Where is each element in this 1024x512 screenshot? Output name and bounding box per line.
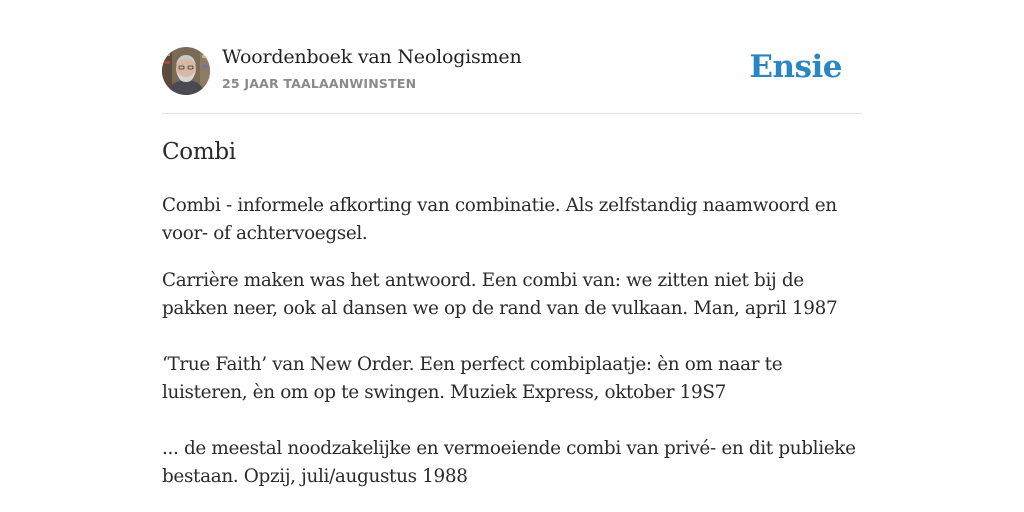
author-name[interactable]: Woordenboek van Neologismen — [222, 46, 522, 68]
author-subtitle: 25 JAAR TAALAANWINSTEN — [222, 76, 417, 91]
example-quote: ... de meestal noodzakelijke en vermoeiende combi van privé- en dit publieke bestaan. Opzij, juli/augustus 1988 — [162, 438, 856, 487]
example-quote: ‘True Faith’ van New Order. Een perfect combiplaatje: èn om naar te luisteren, èn om op te swingen. Muziek Express, oktober 19S7 — [162, 354, 783, 403]
entry-title: Combi — [162, 139, 236, 165]
brand-logo[interactable]: Ensie — [749, 49, 842, 85]
avatar[interactable] — [162, 47, 210, 95]
entry-definition: Combi - informele afkorting van combinatie. Als zelfstandig naamwoord en voor- of achtervoegsel. — [162, 195, 837, 244]
entry-content — [162, 136, 868, 512]
header-divider — [162, 113, 862, 114]
example-quote: Carrière maken was het antwoord. Een combi van: we zitten niet bij de pakken neer, ook al dansen we op de rand van de vulkaan. Man, april 1987 — [162, 270, 838, 319]
author-portrait-icon — [162, 47, 210, 95]
header — [162, 46, 862, 96]
